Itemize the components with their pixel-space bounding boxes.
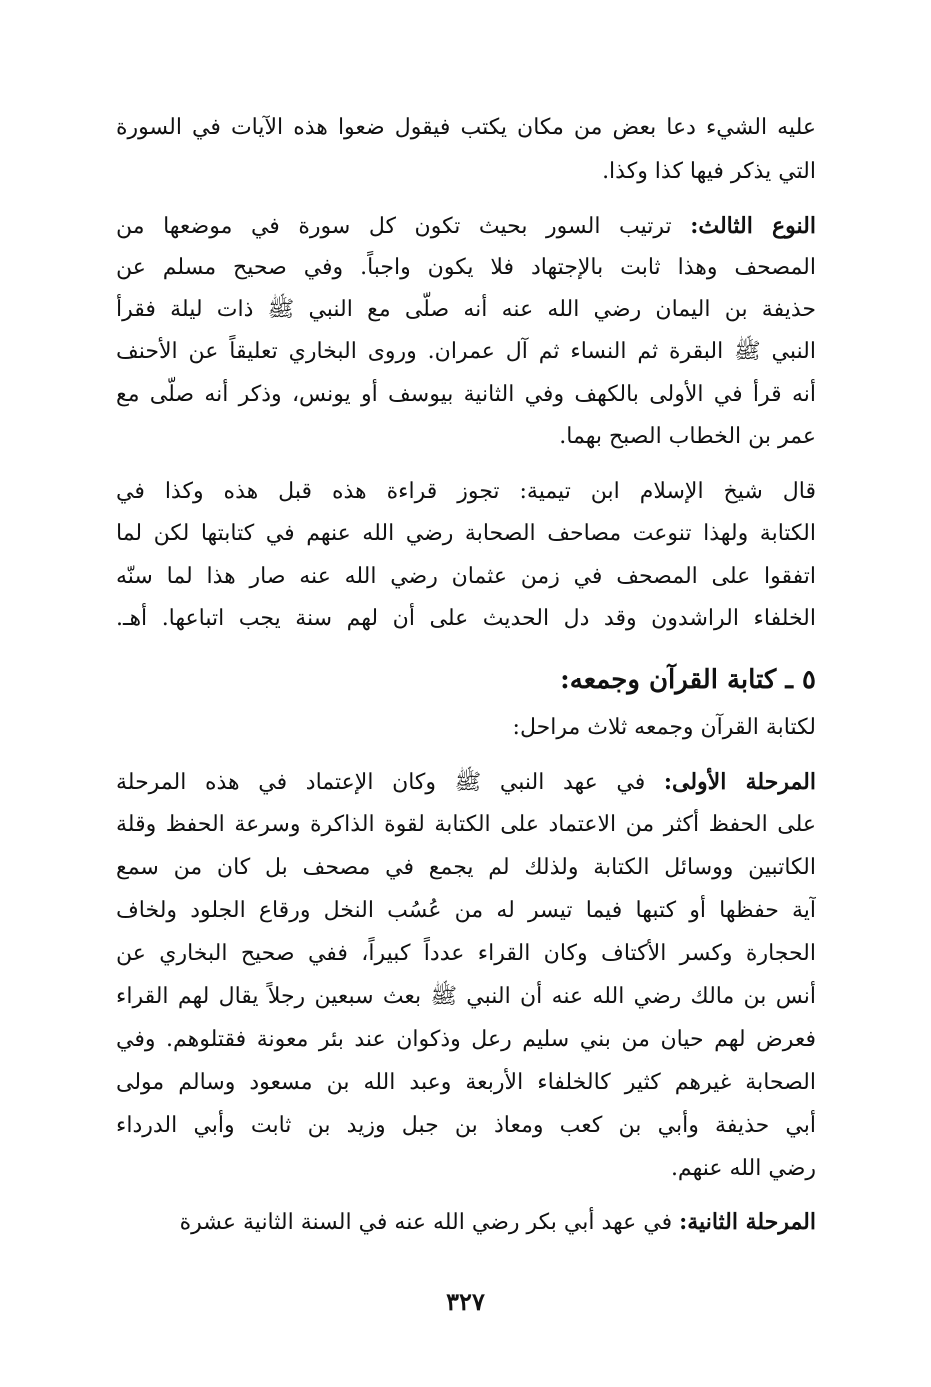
text-line: على الحفظ أكثر من الاعتماد على الكتابة لقوة الذاكرة وسرعة الحفظ وقلة — [116, 812, 816, 837]
text-line: أبي حذيفة وأبي بن كعب ومعاذ بن جبل وزيد بن ثابت وأبي الدرداء — [116, 1113, 816, 1138]
text-line: أنس بن مالك رضي الله عنه أن النبي ﷺ بعث سبعين رجلاً يقال لهم القراء — [116, 984, 816, 1009]
text-span: في عهد النبي ﷺ وكان الإعتماد في هذه المرحلة — [116, 770, 664, 795]
text-line: الصحابة غيرهم كثير كالخلفاء الأربعة وعبد الله بن مسعود وسالم مولى — [116, 1070, 816, 1095]
section-lead: المرحلة الثانية: — [679, 1209, 816, 1235]
text-line: اتفقوا على المصحف في زمن عثمان رضي الله عنه صار هذا لما سنّه — [116, 564, 816, 589]
text-line — [116, 206, 816, 246]
text-line: فعرض لهم حيان من بني سليم رعل وذكوان عند بئر معونة فقتلوهم. وفي — [116, 1027, 816, 1052]
text-line: حذيفة بن اليمان رضي الله عنه أنه صلّى مع النبي ﷺ ذات ليلة فقرأ — [116, 297, 816, 322]
text-line: الخلفاء الراشدون وقد دل الحديث على أن لهم سنة يجب اتباعها. أهـ. — [116, 606, 816, 631]
text-line: آية حفظها أو كتبها فيما تيسر له من عُسُب النخل ورقاع الجلود ولخاف — [116, 898, 816, 923]
text-line: قال شيخ الإسلام ابن تيمية: تجوز قراءة هذه قبل هذه وكذا في — [116, 479, 816, 504]
text-line: الكاتبين ووسائل الكتابة ولذلك لم يجمع في مصحف بل كان من سمع — [116, 855, 816, 880]
text-line: المصحف وهذا ثابت بالإجتهاد فلا يكون واجباً. وفي صحيح مسلم عن — [116, 255, 816, 280]
section-lead: النوع الثالث: — [690, 213, 816, 239]
section-lead: المرحلة الأولى: — [663, 769, 816, 795]
text-line: التي يذكر فيها كذا وكذا. — [602, 159, 816, 184]
text-line: عليه الشيء دعا بعض من مكان يكتب فيقول ضعوا هذه الآيات في السورة — [116, 115, 816, 140]
section-heading: ٥ ـ كتابة القرآن وجمعه: — [560, 665, 816, 695]
text-span: ترتيب السور بحيث تكون كل سورة في موضعها من — [116, 214, 691, 239]
text-line: رضي الله عنهم. — [670, 1156, 816, 1181]
text-span: في عهد أبي بكر رضي الله عنه في السنة الثانية عشرة — [179, 1210, 680, 1235]
text-line: لكتابة القرآن وجمعه ثلاث مراحل: — [512, 715, 816, 740]
text-line: النبي ﷺ البقرة ثم النساء ثم آل عمران. وروى البخاري تعليقاً عن الأحنف — [116, 339, 816, 364]
text-line: عمر بن الخطاب الصبح بهما. — [559, 424, 816, 449]
text-line: أنه قرأ في الأولى بالكهف وفي الثانية بيوسف أو يونس، وذكر أنه صلّى مع — [116, 382, 816, 407]
page-number: ٣٢٧ — [446, 1287, 485, 1316]
page-body — [116, 0, 816, 1387]
text-line — [116, 1202, 816, 1242]
text-line: الكتابة ولهذا تنوعت مصاحف الصحابة رضي الله عنهم في كتابتها لكن لما — [116, 521, 816, 546]
text-line: الحجارة وكسر الأكتاف وكان القراء عدداً كبيراً، ففي صحيح البخاري عن — [116, 941, 816, 966]
text-line — [116, 762, 816, 802]
